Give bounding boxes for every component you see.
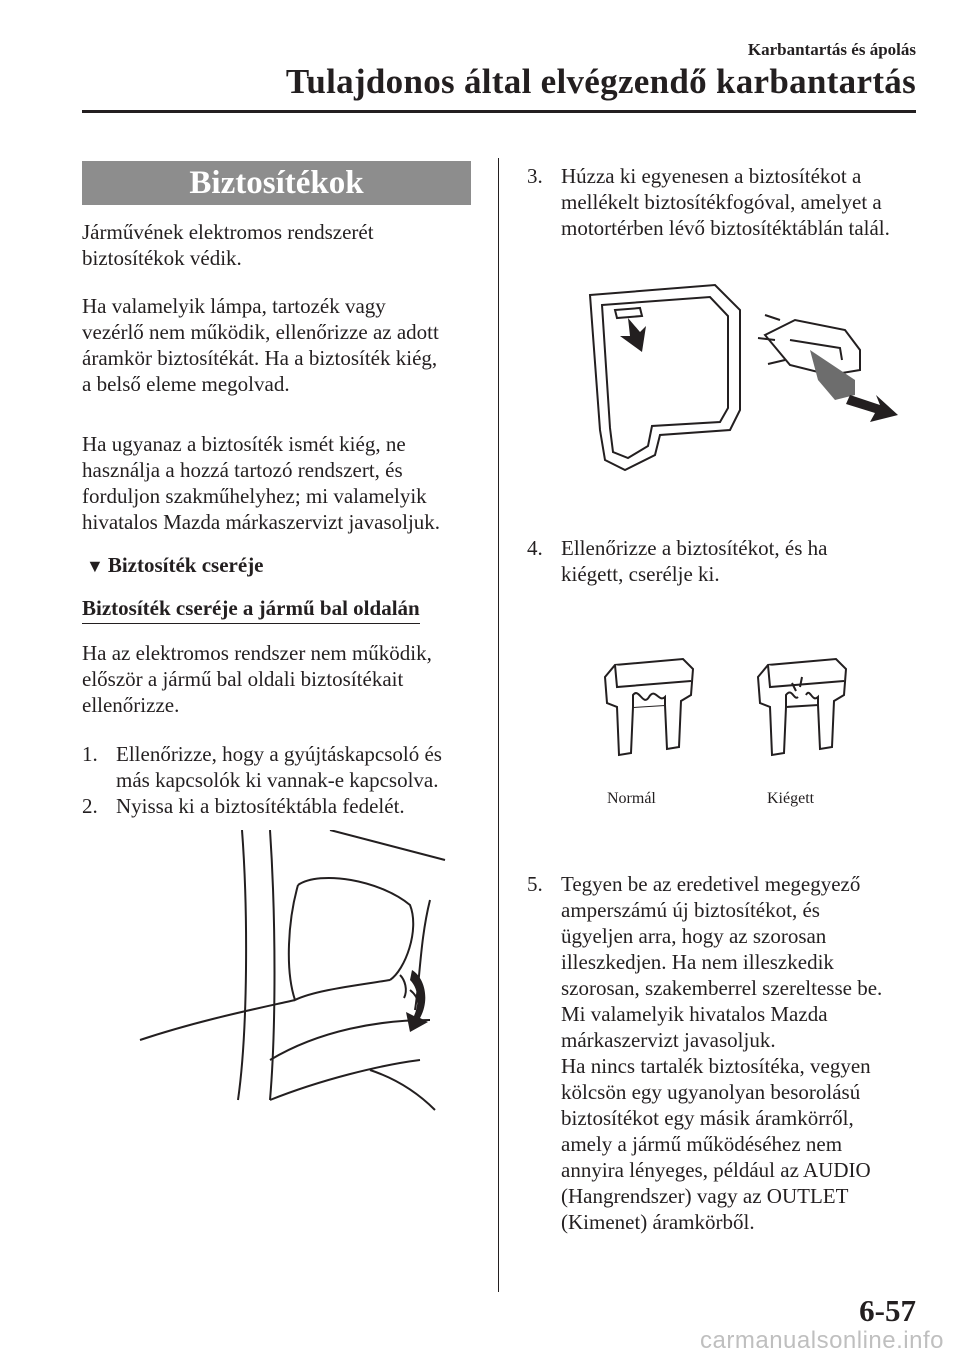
text-line: ellenőrizze. xyxy=(82,693,180,717)
subheading-text: Biztosíték cseréje xyxy=(107,553,264,577)
paragraph-4 xyxy=(82,640,432,718)
text-line: (Kimenet) áramkörből. xyxy=(561,1210,755,1234)
text-line: Ha ugyanaz a biztosíték ismét kiég, ne xyxy=(82,432,406,456)
text-line: Húzza ki egyenesen a biztosítékot a xyxy=(561,164,862,188)
text-line: vezérlő nem működik, ellenőrizze az adott xyxy=(82,320,439,344)
text-line: Ellenőrizze, hogy a gyújtáskapcsoló és xyxy=(116,742,442,766)
caption-normal: Normál xyxy=(607,790,656,807)
page-number: 6-57 xyxy=(859,1293,916,1328)
text-line: Ellenőrizze a biztosítékot, és ha xyxy=(561,536,828,560)
text-line: használja a hozzá tartozó rendszert, és xyxy=(82,458,403,482)
step-1 xyxy=(82,741,482,793)
text-line: Mi valamelyik hivatalos Mazda xyxy=(561,1002,828,1026)
subsubheading: Biztosíték cseréje a jármű bal oldalán xyxy=(82,596,420,624)
normal-fuse-illustration xyxy=(603,657,695,757)
fuse-puller-illustration xyxy=(580,280,930,490)
caption-blown: Kiégett xyxy=(767,790,815,807)
text-line: ügyeljen arra, hogy az szorosan xyxy=(561,924,827,948)
text-line: amperszámú új biztosítékot, és xyxy=(561,898,820,922)
text-line: hivatalos Mazda márkaszervizt javasoljuk. xyxy=(82,510,441,534)
step-number: 3. xyxy=(527,164,543,188)
text-line: márkaszervizt javasoljuk. xyxy=(561,1028,776,1052)
step-5 xyxy=(527,871,927,1235)
fuse-panel-cover-illustration xyxy=(120,830,480,1120)
text-line: először a jármű bal oldali biztosítékait xyxy=(82,667,404,691)
text-line: Ha valamelyik lámpa, tartozék vagy xyxy=(82,294,386,318)
page-title: Tulajdonos által elvégzendő karbantartás xyxy=(285,62,916,101)
text-line: Járművének elektromos rendszerét xyxy=(82,220,374,244)
text-line: mellékelt biztosítékfogóval, amelyet a xyxy=(561,190,882,214)
chapter-title: Karbantartás és ápolás xyxy=(747,40,916,59)
step-3 xyxy=(527,163,927,241)
text-line: kiégett, cserélje ki. xyxy=(561,562,720,586)
text-line: (Hangrendszer) vagy az OUTLET xyxy=(561,1184,849,1208)
section-title: Biztosítékok xyxy=(82,161,471,205)
header-rule xyxy=(82,110,916,113)
triangle-marker-icon: ▼ xyxy=(86,556,104,576)
text-line: Nyissa ki a biztosítéktábla fedelét. xyxy=(116,794,405,818)
subheading xyxy=(86,553,264,578)
text-line: forduljon szakműhelyhez; mi valamelyik xyxy=(82,484,427,508)
text-line: a belső eleme megolvad. xyxy=(82,372,290,396)
text-line: biztosítékot egy másik áramkörről, xyxy=(561,1106,854,1130)
text-line: Ha nincs tartalék biztosítéka, vegyen xyxy=(561,1054,871,1078)
text-line: motortérben lévő biztosítéktáblán talál. xyxy=(561,216,890,240)
text-line: áramkör biztosítékát. Ha a biztosíték kiég, xyxy=(82,346,438,370)
column-divider xyxy=(498,158,499,1292)
step-4 xyxy=(527,535,927,587)
text-line: amely a jármű működéséhez nem xyxy=(561,1132,843,1156)
text-line: más kapcsolók ki vannak-e kapcsolva. xyxy=(116,768,439,792)
step-number: 4. xyxy=(527,536,543,560)
text-line: Ha az elektromos rendszer nem működik, xyxy=(82,641,432,665)
blown-fuse-illustration xyxy=(756,657,848,757)
step-number: 5. xyxy=(527,872,543,896)
text-line: kölcsön egy ugyanolyan besorolású xyxy=(561,1080,861,1104)
step-number: 1. xyxy=(82,742,98,766)
text-line: Tegyen be az eredetivel megegyező xyxy=(561,872,861,896)
watermark: carmanualsonline.info xyxy=(700,1327,944,1354)
text-line: biztosítékok védik. xyxy=(82,246,242,270)
paragraph-3 xyxy=(82,431,440,535)
text-line: illeszkedjen. Ha nem illeszkedik xyxy=(561,950,834,974)
intro-paragraph xyxy=(82,219,374,271)
text-line: annyira lényeges, például az AUDIO xyxy=(561,1158,871,1182)
paragraph-2 xyxy=(82,293,439,397)
step-number: 2. xyxy=(82,794,98,818)
step-2 xyxy=(82,793,482,819)
text-line: szorosan, szakemberrel szereltesse be. xyxy=(561,976,883,1000)
